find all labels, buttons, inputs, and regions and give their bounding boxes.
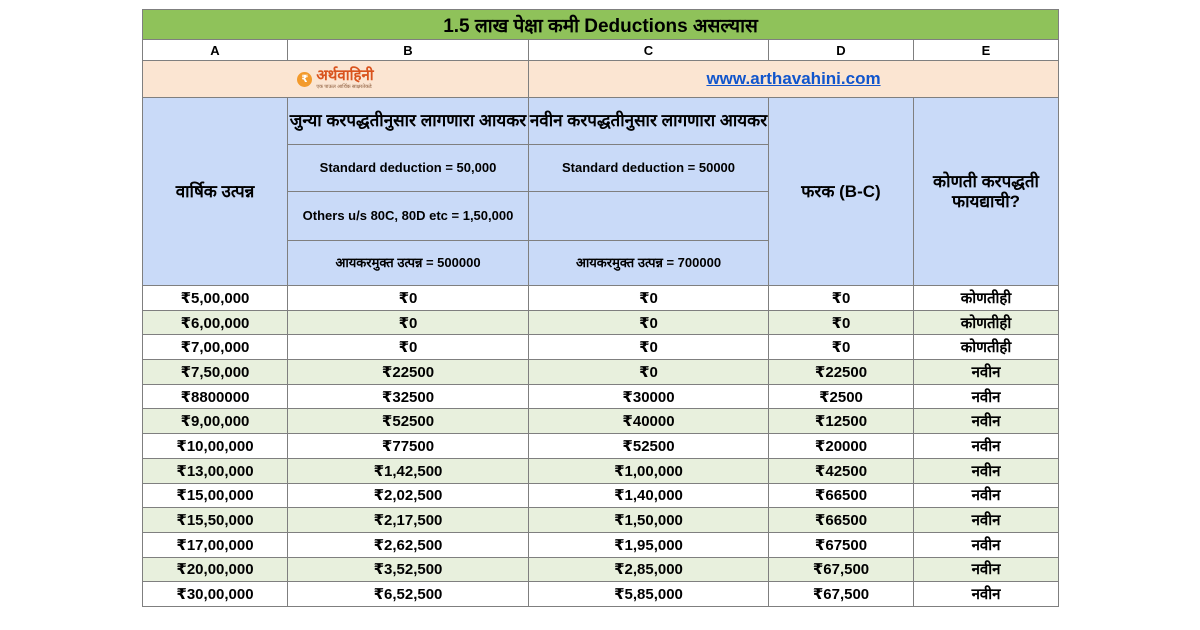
table-row: [143, 335, 1059, 360]
old-tax-cell: ₹2,02,500: [288, 483, 529, 508]
income-cell: ₹8800000: [143, 384, 288, 409]
old-other-deductions: Others u/s 80C, 80D etc = 1,50,000: [288, 192, 529, 241]
income-cell: ₹20,00,000: [143, 557, 288, 582]
income-cell: ₹5,00,000: [143, 286, 288, 311]
table-row: [143, 557, 1059, 582]
column-letter-c: C: [529, 40, 769, 61]
column-letter-b: B: [288, 40, 529, 61]
table-row: [143, 360, 1059, 385]
better-regime-cell: कोणतीही: [914, 310, 1059, 335]
difference-cell: ₹67500: [769, 532, 914, 557]
table-title: 1.5 लाख पेक्षा कमी Deductions असल्यास: [143, 10, 1059, 40]
new-tax-cell: ₹40000: [529, 409, 769, 434]
new-tax-cell: ₹5,85,000: [529, 582, 769, 607]
old-tax-cell: ₹32500: [288, 384, 529, 409]
difference-cell: ₹42500: [769, 458, 914, 483]
difference-cell: ₹0: [769, 286, 914, 311]
income-cell: ₹15,00,000: [143, 483, 288, 508]
new-tax-cell: ₹0: [529, 360, 769, 385]
old-tax-cell: ₹0: [288, 310, 529, 335]
income-cell: ₹7,00,000: [143, 335, 288, 360]
better-regime-cell: नवीन: [914, 458, 1059, 483]
difference-cell: ₹66500: [769, 483, 914, 508]
income-cell: ₹7,50,000: [143, 360, 288, 385]
better-regime-cell: नवीन: [914, 582, 1059, 607]
old-tax-cell: ₹1,42,500: [288, 458, 529, 483]
new-tax-cell: ₹52500: [529, 434, 769, 459]
income-cell: ₹10,00,000: [143, 434, 288, 459]
brand-logo: [297, 68, 373, 90]
rupee-coin-icon: ₹: [297, 72, 312, 87]
better-regime-cell: नवीन: [914, 434, 1059, 459]
difference-cell: ₹67,500: [769, 557, 914, 582]
header-difference: फरक (B-C): [769, 98, 914, 286]
difference-cell: ₹0: [769, 310, 914, 335]
old-tax-cell: ₹2,62,500: [288, 532, 529, 557]
difference-cell: ₹12500: [769, 409, 914, 434]
new-tax-cell: ₹1,95,000: [529, 532, 769, 557]
better-regime-cell: कोणतीही: [914, 286, 1059, 311]
better-regime-cell: नवीन: [914, 409, 1059, 434]
income-cell: ₹13,00,000: [143, 458, 288, 483]
income-cell: ₹9,00,000: [143, 409, 288, 434]
old-tax-cell: ₹22500: [288, 360, 529, 385]
header-income: वार्षिक उत्पन्न: [143, 98, 288, 286]
old-tax-cell: ₹6,52,500: [288, 582, 529, 607]
table-row: [143, 310, 1059, 335]
income-cell: ₹17,00,000: [143, 532, 288, 557]
header-new-regime: नवीन करपद्धतीनुसार लागणारा आयकर: [529, 98, 769, 145]
new-exempt-income: आयकरमुक्त उत्पन्न = 700000: [529, 241, 769, 286]
better-regime-cell: कोणतीही: [914, 335, 1059, 360]
new-tax-cell: ₹1,50,000: [529, 508, 769, 533]
difference-cell: ₹20000: [769, 434, 914, 459]
new-tax-cell: ₹0: [529, 310, 769, 335]
table-row: [143, 409, 1059, 434]
better-regime-cell: नवीन: [914, 483, 1059, 508]
better-regime-cell: नवीन: [914, 532, 1059, 557]
old-tax-cell: ₹52500: [288, 409, 529, 434]
better-regime-cell: नवीन: [914, 384, 1059, 409]
difference-cell: ₹2500: [769, 384, 914, 409]
income-cell: ₹30,00,000: [143, 582, 288, 607]
new-tax-cell: ₹1,00,000: [529, 458, 769, 483]
column-letter-a: A: [143, 40, 288, 61]
new-tax-cell: ₹0: [529, 286, 769, 311]
better-regime-cell: नवीन: [914, 508, 1059, 533]
new-tax-cell: ₹30000: [529, 384, 769, 409]
table-row: [143, 458, 1059, 483]
difference-cell: ₹67,500: [769, 582, 914, 607]
income-cell: ₹15,50,000: [143, 508, 288, 533]
table-row: [143, 286, 1059, 311]
table-row: [143, 582, 1059, 607]
logo-name: अर्थवाहिनी: [316, 67, 374, 84]
difference-cell: ₹22500: [769, 360, 914, 385]
old-exempt-income: आयकरमुक्त उत्पन्न = 500000: [288, 241, 529, 286]
tax-comparison-table: [142, 9, 1059, 607]
old-tax-cell: ₹0: [288, 286, 529, 311]
difference-cell: ₹0: [769, 335, 914, 360]
logo-tagline: एक पाऊल आर्थिक साक्षरतेकडे: [316, 84, 372, 90]
better-regime-cell: नवीन: [914, 557, 1059, 582]
table-row: [143, 384, 1059, 409]
old-tax-cell: ₹3,52,500: [288, 557, 529, 582]
old-tax-cell: ₹2,17,500: [288, 508, 529, 533]
old-tax-cell: ₹77500: [288, 434, 529, 459]
new-tax-cell: ₹0: [529, 335, 769, 360]
table-row: [143, 483, 1059, 508]
column-letter-d: D: [769, 40, 914, 61]
table-row: [143, 532, 1059, 557]
new-tax-cell: ₹2,85,000: [529, 557, 769, 582]
old-standard-deduction: Standard deduction = 50,000: [288, 145, 529, 192]
brand-logo-cell: [143, 61, 529, 98]
header-old-regime: जुन्या करपद्धतीनुसार लागणारा आयकर: [288, 98, 529, 145]
website-link[interactable]: www.arthavahini.com: [706, 69, 881, 88]
new-other-deductions-empty: [529, 192, 769, 241]
difference-cell: ₹66500: [769, 508, 914, 533]
income-cell: ₹6,00,000: [143, 310, 288, 335]
header-beneficial: कोणती करपद्धती फायद्याची?: [914, 98, 1059, 286]
old-tax-cell: ₹0: [288, 335, 529, 360]
table-row: [143, 434, 1059, 459]
new-standard-deduction: Standard deduction = 50000: [529, 145, 769, 192]
website-cell: [529, 61, 1059, 98]
better-regime-cell: नवीन: [914, 360, 1059, 385]
table-row: [143, 508, 1059, 533]
column-letter-e: E: [914, 40, 1059, 61]
new-tax-cell: ₹1,40,000: [529, 483, 769, 508]
